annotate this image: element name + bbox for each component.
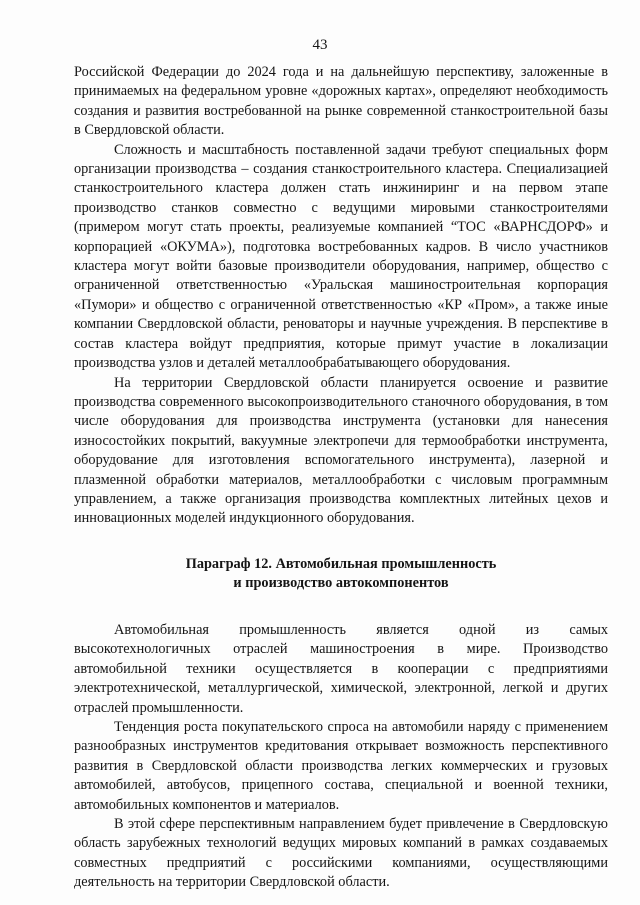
page-number: 43 [312,37,328,53]
paragraph: Сложность и масштабность поставленной задачи требуют специальных форм организации производства – создания станкостроительного кластера. Специализацией станкостроительного кластера должен стать инжиниринг и на первом этапе производство станков совместно с ведущими мировыми станкостроителями (примером могут стать проекты, реализуемые компанией “ТОС «ВАРНСДОРФ» и корпорацией «ОКУМА»), подготовка востребованных кадров. В число участников кластера могут войти базовые производители оборудования, например, общество с ограниченной ответственностью «Уральская машиностроительная корпорация «Пумори» и общество с ограниченной ответственностью «КР «Пром», а также иные компании Свердловской области, реноваторы и научные учреждения. В перспективе в состав кластера войдут предприятия, которые примут участие в локализации производства узлов и деталей металлообрабатывающего оборудования. [74,141,608,372]
section-heading [74,555,608,594]
paragraph: Тенденция роста покупательского спроса на автомобили наряду с применением разнообразных инструментов кредитования открывает возможность перспективного развития в Свердловской области производства легких коммерческих и грузовых автомобилей, автобусов, прицепного состава, специальной и военной техники, автомобильных компонентов и материалов. [74,718,608,813]
paragraph: На территории Свердловской области планируется освоение и развитие производства современного высокопроизводительного станочного оборудования, в том числе оборудования для производства инструмента (установки для нанесения износостойких покрытий, вакуумные электропечи для термообработки инструмента, оборудование для изготовления вспомогательного инструмента), лазерной и плазменной обработки материалов, металлообработки с числовым программным управлением, а также организация производства комплектных литейных цехов и инновационных моделей индукционного оборудования. [74,374,608,527]
section-heading-line: Параграф 12. Автомобильная промышленность [185,555,497,572]
document-body [74,63,608,893]
paragraph: В этой сфере перспективным направлением будет привлечение в Свердловскую область зарубежных технологий ведущих мировых компаний в рамках создаваемых совместных предприятий с российскими компаниями, осуществляющими деятельность на территории Свердловской области. [74,816,608,891]
paragraph: Российской Федерации до 2024 года и на дальнейшую перспективу, заложенные в принимаемых на федеральном уровне «дорожных картах», определяют необходимость создания и развития востребованной на рынке современной станкостроительной базы в Свердловской области. [74,64,608,139]
section-heading-line: и производство автокомпонентов [233,575,449,592]
paragraph: Автомобильная промышленность является одной из самых высокотехнологичных отраслей машиностроения в мире. Производство автомобильной техники осуществляется в кооперации с предприятиями электротехнической, металлургической, химической, электронной, легкой и других отраслей промышленности. [74,621,608,716]
